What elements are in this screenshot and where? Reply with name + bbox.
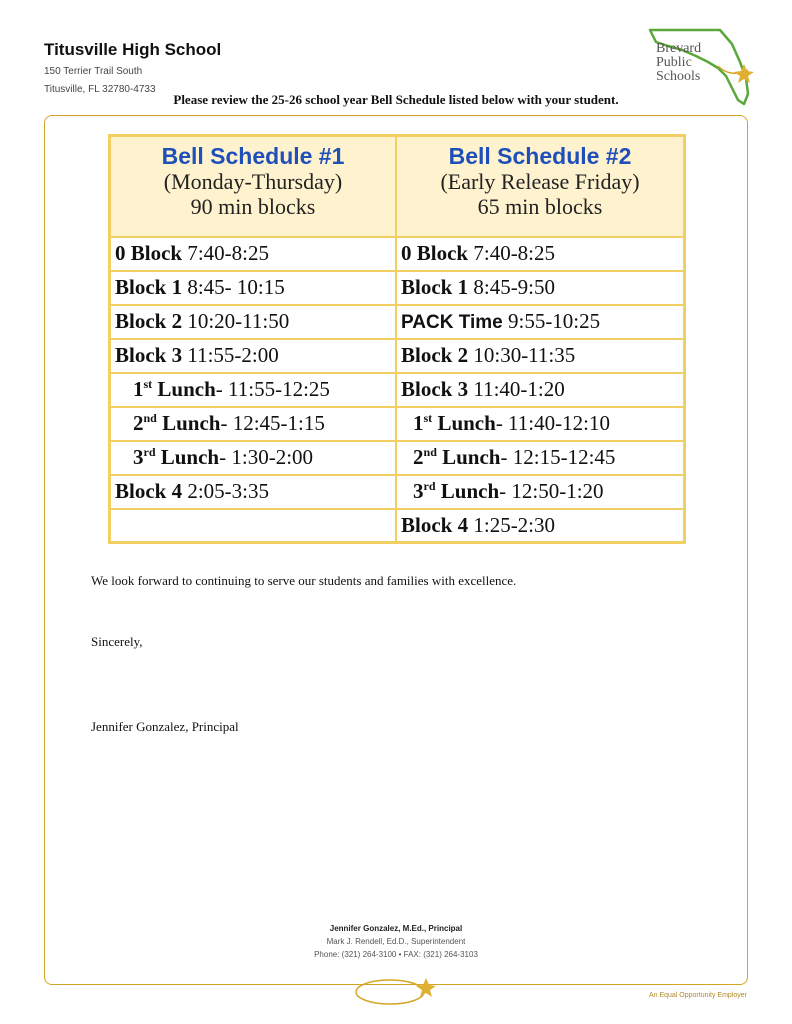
schedule-1-row: Block 3 11:55-2:00	[110, 339, 397, 373]
schedule-1-header	[110, 136, 397, 237]
school-name: Titusville High School	[44, 40, 222, 59]
table-row	[110, 305, 685, 339]
schedule-1-row: 0 Block 7:40-8:25	[110, 237, 397, 271]
schedule-2-row: Block 2 10:30-11:35	[396, 339, 684, 373]
schedule-1-row: Block 1 8:45- 10:15	[110, 271, 397, 305]
schedule-1-lunch-row: 2nd Lunch- 12:45-1:15	[110, 407, 397, 441]
table-row	[110, 509, 685, 543]
schedule-1-row: Block 4 2:05-3:35	[110, 475, 397, 509]
schedule-1-block-length: 90 min blocks	[190, 194, 316, 219]
schedule-2-row: Block 4 1:25-2:30	[396, 509, 684, 543]
sign-off: Sincerely,	[91, 634, 143, 649]
schedule-1-lunch-row: 3rd Lunch- 1:30-2:00	[110, 441, 397, 475]
district-logo-text: Brevard Public Schools	[656, 41, 702, 84]
schedule-2-subtitle: (Early Release Friday)	[440, 169, 640, 194]
table-row	[110, 441, 685, 475]
schedule-2-lunch-row: 1st Lunch- 11:40-12:10	[396, 407, 684, 441]
table-row	[110, 271, 685, 305]
address-line-2: Titusville, FL 32780-4733	[44, 84, 156, 95]
footer-contact: Phone: (321) 264-3100 • FAX: (321) 264-3103	[314, 950, 478, 959]
schedule-2-row: 0 Block 7:40-8:25	[396, 237, 684, 271]
schedule-2-row: Block 3 11:40-1:20	[396, 373, 684, 407]
schedule-1-row: Block 2 10:20-11:50	[110, 305, 397, 339]
schedule-1-title: Bell Schedule #1	[161, 143, 345, 169]
schedule-2-header	[396, 136, 684, 237]
table-row	[110, 237, 685, 271]
address-line-1: 150 Terrier Trail South	[44, 66, 143, 77]
schedule-2-block-length: 65 min blocks	[477, 194, 603, 219]
table-row	[110, 373, 685, 407]
schedule-2-title: Bell Schedule #2	[448, 143, 632, 169]
review-notice: Please review the 25-26 school year Bell Schedule listed below with your student.	[173, 92, 619, 107]
star-icon	[734, 64, 754, 83]
table-row	[110, 475, 685, 509]
table-row	[110, 339, 685, 373]
footer-principal: Jennifer Gonzalez, M.Ed., Principal	[329, 924, 463, 933]
schedule-2-lunch-row: 3rd Lunch- 12:50-1:20	[396, 475, 684, 509]
gold-ring-star-icon	[352, 972, 442, 1012]
equal-opportunity-note: An Equal Opportunity Employer	[648, 992, 747, 999]
footer-superintendent: Mark J. Rendell, Ed.D., Superintendent	[326, 937, 466, 946]
schedule-1-lunch-row: 1st Lunch- 11:55-12:25	[110, 373, 397, 407]
schedule-2-lunch-row: 2nd Lunch- 12:15-12:45	[396, 441, 684, 475]
schedule-1-subtitle: (Monday-Thursday)	[163, 169, 343, 194]
signature: Jennifer Gonzalez, Principal	[91, 719, 239, 734]
schedule-1-empty-cell	[110, 509, 397, 543]
table-row	[110, 407, 685, 441]
closing-message: We look forward to continuing to serve our students and families with excellence.	[91, 573, 517, 588]
schedule-2-row: Block 1 8:45-9:50	[396, 271, 684, 305]
schedule-header-row	[110, 136, 685, 237]
schedule-2-row: PACK Time 9:55-10:25	[396, 305, 684, 339]
bell-schedule-table	[108, 134, 686, 544]
